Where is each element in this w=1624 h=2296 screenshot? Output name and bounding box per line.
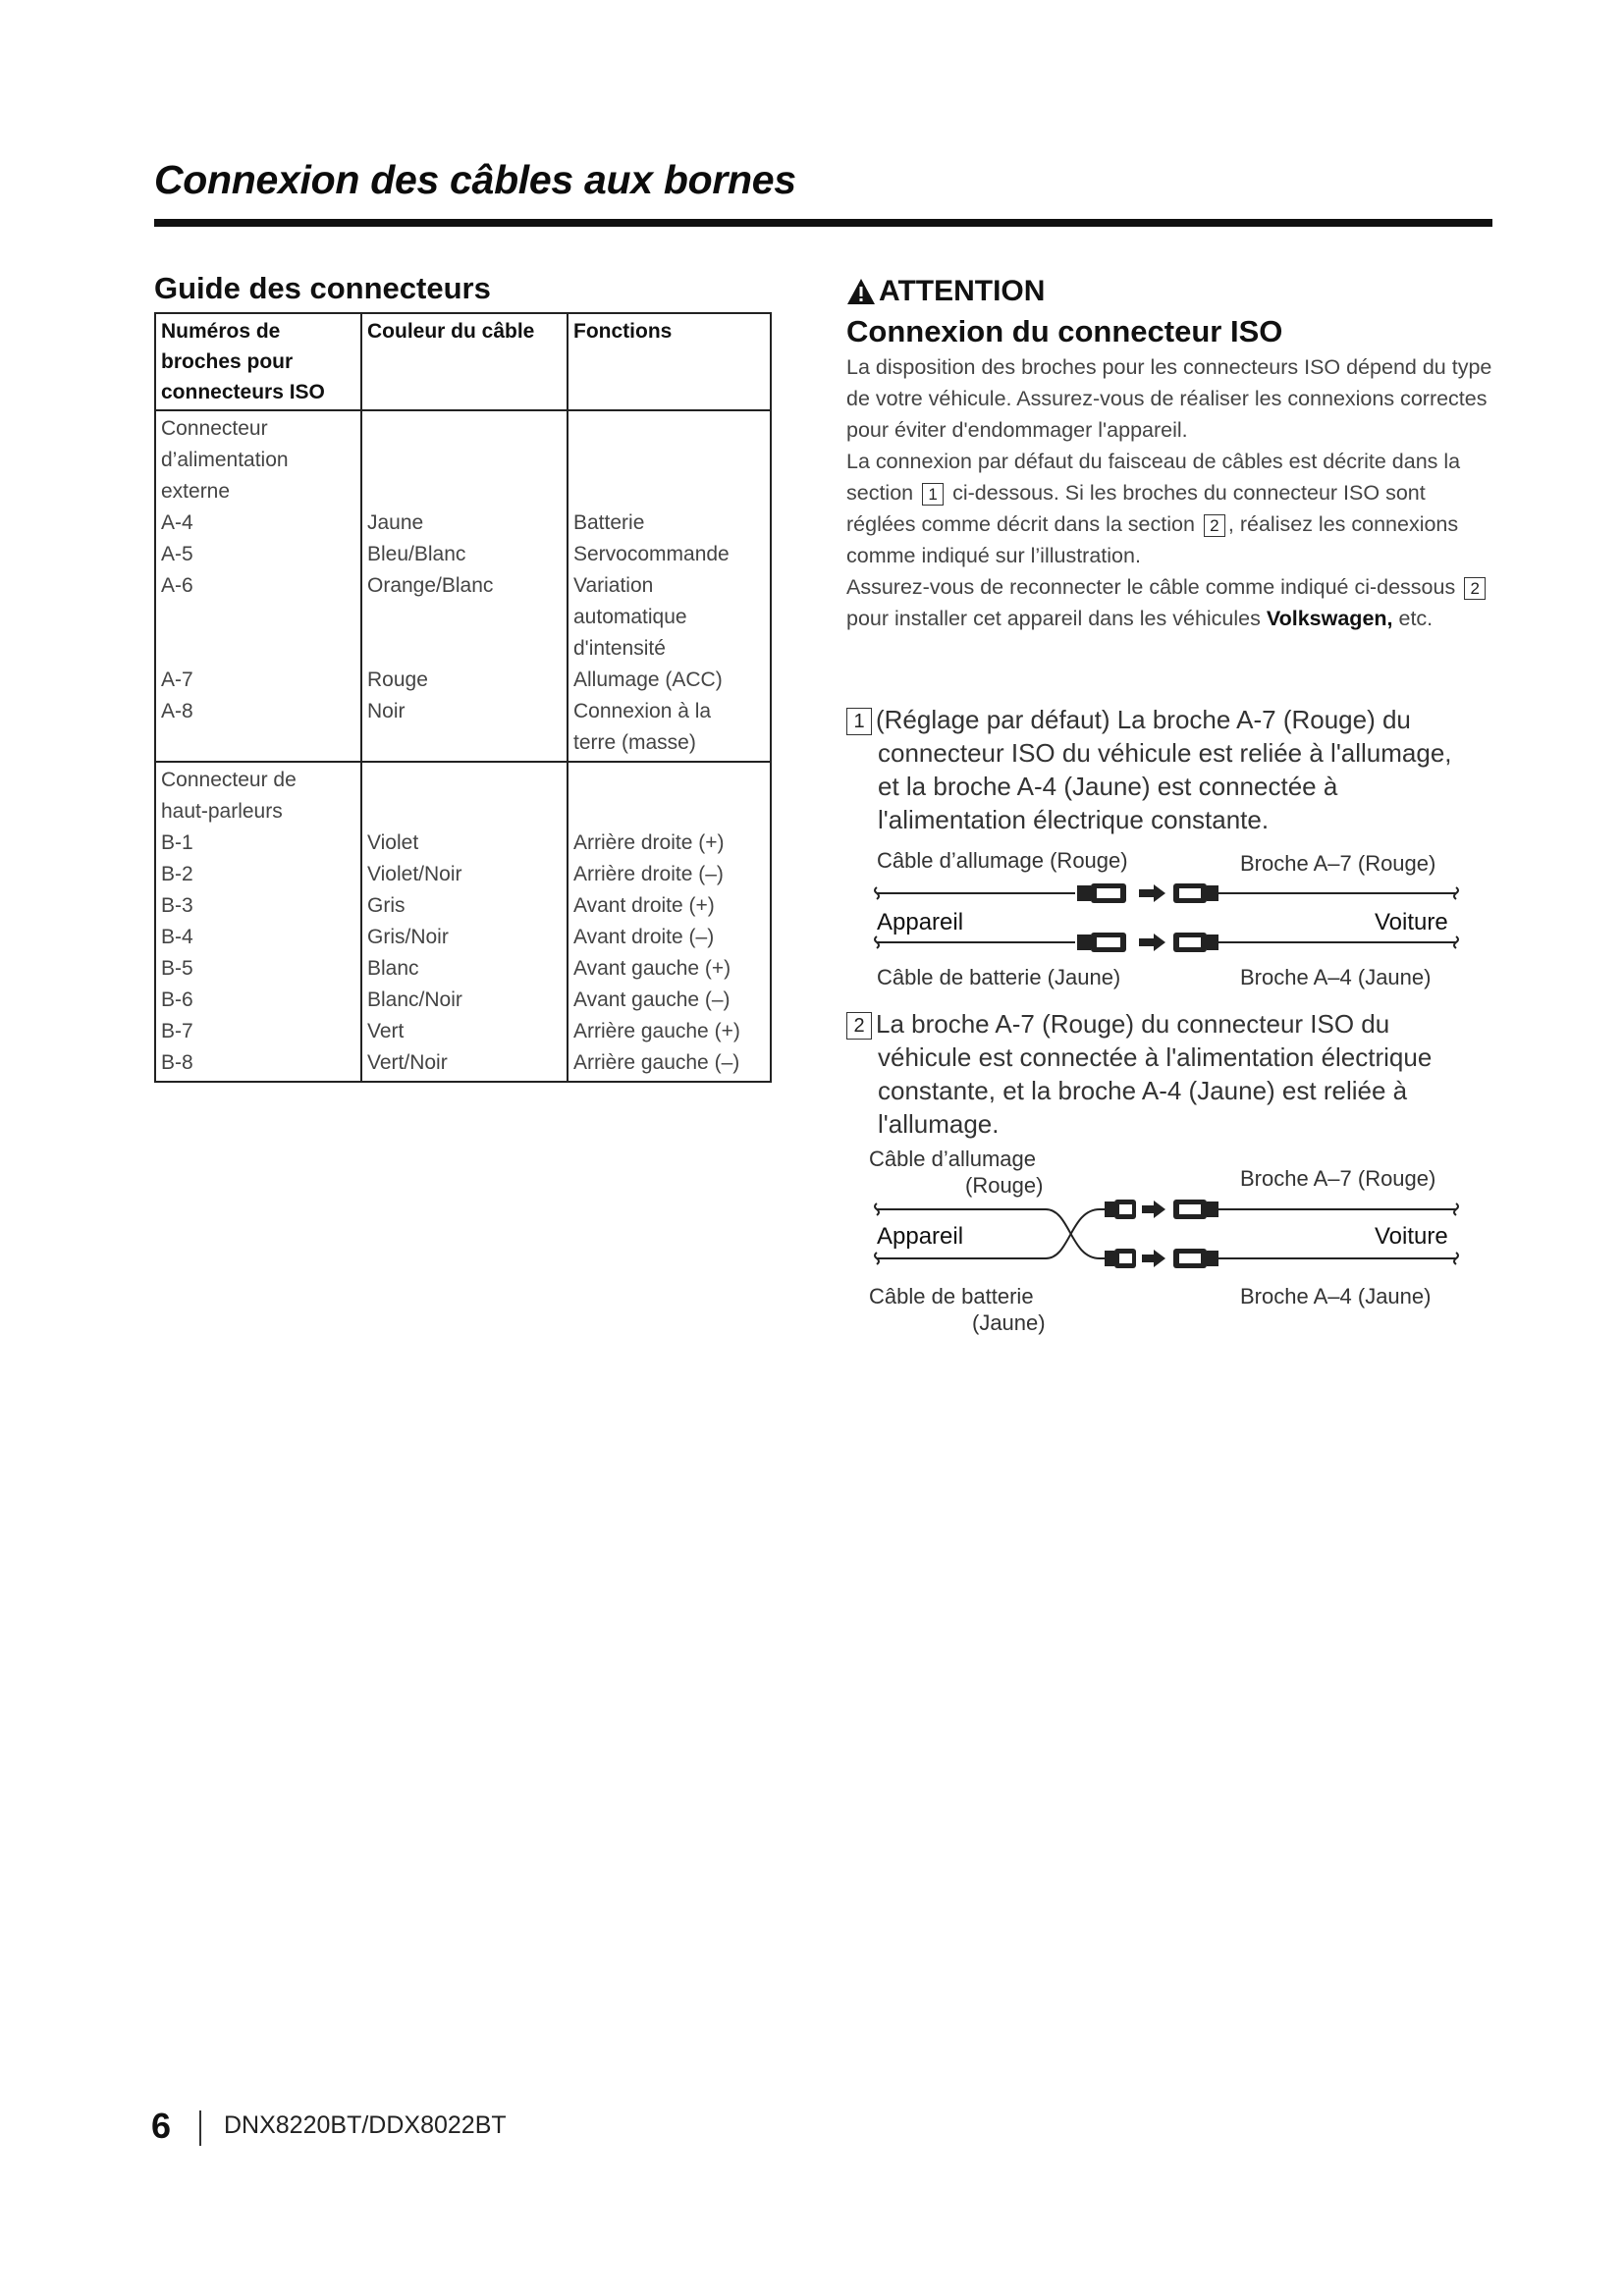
diagram1-ignition-cable-label: Câble d’allumage (Rouge) bbox=[877, 848, 1128, 873]
pin-b6: B-6 bbox=[161, 988, 193, 1011]
color-a6: Orange/Blanc bbox=[367, 574, 494, 597]
diagram2-battery-cable-label: (Jaune) bbox=[972, 1310, 1046, 1335]
function-b6: Avant gauche (–) bbox=[573, 988, 731, 1011]
pin-a6: A-6 bbox=[161, 574, 193, 597]
group-title: d’alimentation bbox=[161, 449, 289, 471]
pin-a7: A-7 bbox=[161, 668, 193, 691]
connector-table bbox=[154, 312, 772, 1083]
function-b1: Arrière droite (+) bbox=[573, 831, 725, 854]
diagram2-ignition-cable-label: (Rouge) bbox=[965, 1173, 1044, 1198]
function-b4: Avant droite (–) bbox=[573, 926, 715, 948]
p2-text: , réalisez les connexions comme indiqué sur l’illustration. bbox=[846, 512, 1459, 567]
iso-paragraph-1: La disposition des broches pour les connecteurs ISO dépend du type de votre véhicule. Assurez-vous de réaliser les connexions correctes pour éviter d'endommager l'appareil. bbox=[846, 355, 1492, 442]
item-1-line: connecteur ISO du véhicule est reliée à l'allumage, bbox=[878, 738, 1452, 768]
color-b4: Gris/Noir bbox=[367, 926, 449, 948]
function-a8: Connexion à la bbox=[573, 700, 712, 722]
spacer bbox=[573, 413, 765, 445]
spacer bbox=[161, 633, 355, 665]
diagram1-unit-label: Appareil bbox=[877, 909, 964, 935]
spacer bbox=[161, 727, 355, 759]
pin-b8: B-8 bbox=[161, 1051, 193, 1074]
color-a7: Rouge bbox=[367, 668, 428, 691]
table-row-speakers bbox=[155, 762, 771, 1082]
diagram2-pin-a4-label: Broche A–4 (Jaune) bbox=[1240, 1284, 1432, 1308]
p3-text: Assurez-vous de reconnecter le câble comme indiqué ci-dessous bbox=[846, 575, 1456, 599]
function-a5: Servocommande bbox=[573, 543, 730, 565]
diagram1-pin-a7-label: Broche A–7 (Rouge) bbox=[1240, 851, 1436, 876]
color-a4: Jaune bbox=[367, 511, 424, 534]
item-2-line bbox=[846, 1007, 1494, 1041]
color-b3: Gris bbox=[367, 894, 406, 917]
color-b6: Blanc/Noir bbox=[367, 988, 462, 1011]
pin-b4: B-4 bbox=[161, 926, 193, 948]
warning-icon bbox=[846, 278, 876, 305]
function-b3: Avant droite (+) bbox=[573, 894, 715, 917]
pin-a4: A-4 bbox=[161, 511, 193, 534]
function-b8: Arrière gauche (–) bbox=[573, 1051, 740, 1074]
speaker-function-cell bbox=[568, 762, 771, 1082]
function-a7: Allumage (ACC) bbox=[573, 668, 723, 691]
spacer bbox=[161, 602, 355, 633]
color-b7: Vert bbox=[367, 1020, 405, 1042]
header-color: Couleur du câble bbox=[361, 313, 568, 410]
section-box-1: 1 bbox=[922, 483, 944, 506]
section-box-2: 2 bbox=[1204, 514, 1225, 537]
color-b1: Violet bbox=[367, 831, 419, 854]
spacer bbox=[367, 602, 562, 633]
function-b5: Avant gauche (+) bbox=[573, 957, 731, 980]
spacer bbox=[367, 476, 562, 507]
function-a4: Batterie bbox=[573, 511, 645, 534]
page-title: Connexion des câbles aux bornes bbox=[154, 157, 796, 202]
p2-text: ci-dessous. Si les broches du connecteur ISO sont réglées comme décrit dans la section bbox=[846, 481, 1426, 536]
color-a5: Bleu/Blanc bbox=[367, 543, 466, 565]
table-row-power bbox=[155, 410, 771, 762]
item-2-line: constante, et la broche A-4 (Jaune) est reliée à bbox=[878, 1076, 1408, 1105]
pin-a5: A-5 bbox=[161, 543, 193, 565]
power-function-cell bbox=[568, 410, 771, 762]
item-2-line: véhicule est connectée à l'alimentation électrique bbox=[878, 1042, 1433, 1072]
item-1-line: et la broche A-4 (Jaune) est connectée à bbox=[878, 772, 1338, 801]
spacer bbox=[367, 413, 562, 445]
item-2 bbox=[846, 1007, 1494, 1141]
diagram2-car-label: Voiture bbox=[1375, 1223, 1448, 1250]
pin-b7: B-7 bbox=[161, 1020, 193, 1042]
spacer bbox=[367, 796, 562, 828]
spacer bbox=[367, 765, 562, 796]
group-title: Connecteur de bbox=[161, 769, 297, 791]
p3-text: pour installer cet appareil dans les véhicules bbox=[846, 607, 1261, 630]
power-pins-cell bbox=[155, 410, 361, 762]
diagram1-wiring bbox=[869, 874, 1468, 962]
item-1-line: l'alimentation électrique constante. bbox=[878, 805, 1270, 834]
function-b7: Arrière gauche (+) bbox=[573, 1020, 740, 1042]
attention-label: ATTENTION bbox=[879, 275, 1046, 307]
header-pins-line: broches pour bbox=[161, 350, 294, 373]
iso-connection-title: Connexion du connecteur ISO bbox=[846, 314, 1283, 348]
diagram1-battery-cable-label: Câble de batterie (Jaune) bbox=[877, 965, 1121, 989]
diagram1-car-label: Voiture bbox=[1375, 909, 1448, 935]
group-title: Connecteur bbox=[161, 417, 268, 440]
speaker-pins-cell bbox=[155, 762, 361, 1082]
diagram2-battery-cable-label: Câble de batterie bbox=[869, 1284, 1034, 1308]
attention-heading bbox=[846, 275, 1045, 308]
color-b2: Violet/Noir bbox=[367, 863, 462, 885]
group-title: externe bbox=[161, 480, 231, 503]
function-b2: Arrière droite (–) bbox=[573, 863, 724, 885]
color-a8: Noir bbox=[367, 700, 406, 722]
diagram2-ignition-cable-label: Câble d’allumage bbox=[869, 1147, 1036, 1171]
spacer bbox=[367, 445, 562, 476]
p3-text: etc. bbox=[1398, 607, 1434, 630]
header-pins-line: connecteurs ISO bbox=[161, 381, 325, 403]
diagram1-pin-a4-label: Broche A–4 (Jaune) bbox=[1240, 965, 1432, 989]
iso-paragraph-3 bbox=[846, 571, 1494, 634]
spacer bbox=[367, 727, 562, 759]
p3-bold: Volkswagen, bbox=[1266, 607, 1393, 630]
item-2-number: 2 bbox=[846, 1012, 872, 1040]
header-pins-line: Numéros de bbox=[161, 320, 281, 343]
diagram2-pin-a7-label: Broche A–7 (Rouge) bbox=[1240, 1166, 1436, 1191]
color-b8: Vert/Noir bbox=[367, 1051, 448, 1074]
diagram2-unit-label: Appareil bbox=[877, 1223, 964, 1250]
group-title: haut-parleurs bbox=[161, 800, 283, 823]
pin-b3: B-3 bbox=[161, 894, 193, 917]
function-a6: d'intensité bbox=[573, 637, 666, 660]
section-box-2: 2 bbox=[1464, 577, 1486, 600]
p2-text: La connexion par défaut du faisceau de câbles est décrite dans la section bbox=[846, 450, 1461, 505]
iso-paragraph-2 bbox=[846, 446, 1494, 571]
item-1-line bbox=[846, 703, 1494, 736]
title-rule bbox=[154, 219, 1492, 227]
footer-divider bbox=[199, 2110, 201, 2146]
color-b5: Blanc bbox=[367, 957, 419, 980]
spacer bbox=[367, 633, 562, 665]
pin-a8: A-8 bbox=[161, 700, 193, 722]
item-1-text: (Réglage par défaut) La broche A-7 (Rouge) du bbox=[876, 705, 1411, 734]
model-number: DNX8220BT/DDX8022BT bbox=[224, 2111, 507, 2139]
power-color-cell bbox=[361, 410, 568, 762]
spacer bbox=[573, 765, 765, 796]
function-a6: automatique bbox=[573, 606, 687, 628]
item-2-text: La broche A-7 (Rouge) du connecteur ISO du bbox=[876, 1009, 1390, 1039]
pin-b2: B-2 bbox=[161, 863, 193, 885]
pin-b5: B-5 bbox=[161, 957, 193, 980]
item-1-number: 1 bbox=[846, 708, 872, 735]
pin-b1: B-1 bbox=[161, 831, 193, 854]
function-a8: terre (masse) bbox=[573, 731, 696, 754]
header-function: Fonctions bbox=[568, 313, 771, 410]
diagram2-wiring-crossed bbox=[869, 1190, 1468, 1278]
spacer bbox=[573, 445, 765, 476]
spacer bbox=[573, 796, 765, 828]
header-pins bbox=[155, 313, 361, 410]
function-a6: Variation bbox=[573, 574, 654, 597]
page-number: 6 bbox=[151, 2106, 172, 2146]
connector-guide-heading: Guide des connecteurs bbox=[154, 271, 491, 305]
spacer bbox=[573, 476, 765, 507]
item-2-line: l'allumage. bbox=[878, 1109, 1000, 1139]
item-1 bbox=[846, 703, 1494, 836]
table-header-row bbox=[155, 313, 771, 410]
speaker-color-cell bbox=[361, 762, 568, 1082]
